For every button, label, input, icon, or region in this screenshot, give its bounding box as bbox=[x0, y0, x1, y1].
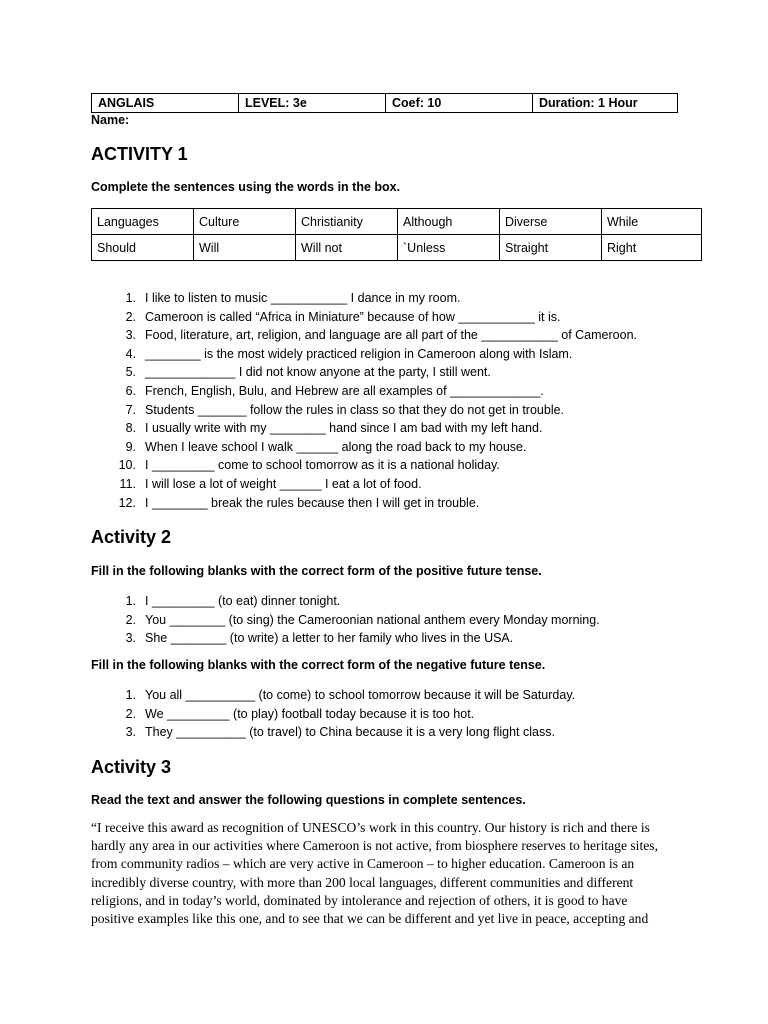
word-box-cell: Will not bbox=[296, 235, 398, 261]
passage-line: positive examples like this one, and to see that we can be different and yet live in peace, accepting and bbox=[91, 911, 649, 927]
list-item: 11. I will lose a lot of weight ______ I eat a lot of food. bbox=[119, 476, 422, 491]
word-box-cell: Should bbox=[92, 235, 194, 261]
list-item: 4. ________ is the most widely practiced religion in Cameroon along with Islam. bbox=[125, 346, 573, 361]
activity1-title: ACTIVITY 1 bbox=[91, 144, 188, 164]
word-box-cell: `Unless bbox=[398, 235, 500, 261]
list-item: 1. I like to listen to music ___________ I dance in my room. bbox=[125, 291, 461, 305]
duration-cell: Duration: 1 Hour bbox=[533, 94, 678, 113]
header-table bbox=[91, 93, 678, 113]
word-box-row bbox=[92, 209, 702, 235]
word-box-cell: Straight bbox=[500, 235, 602, 261]
list-item: 5. _____________ I did not know anyone at the party, I still went. bbox=[125, 365, 491, 380]
passage-line: religions, and in today’s world, dominated by intolerance and rejection of others, it is good to have bbox=[91, 892, 628, 908]
word-box-cell: Culture bbox=[194, 209, 296, 235]
list-item: 3. Food, literature, art, religion, and language are all part of the ___________ of Cameroon. bbox=[125, 328, 637, 343]
coef-cell: Coef: 10 bbox=[386, 94, 533, 113]
passage-line: from community radios – which are very active in Cameroon – to higher education. Cameroon is an bbox=[91, 856, 635, 872]
list-item: 2. We _________ (to play) football today because it is too hot. bbox=[125, 706, 475, 721]
activity2-instruction-negative: Fill in the following blanks with the correct form of the negative future tense. bbox=[91, 658, 546, 672]
activity2-instruction-positive: Fill in the following blanks with the correct form of the positive future tense. bbox=[91, 564, 542, 578]
list-item: 7. Students _______ follow the rules in class so that they do not get in trouble. bbox=[125, 402, 565, 417]
word-box-cell: Will bbox=[194, 235, 296, 261]
list-item: 1. I _________ (to eat) dinner tonight. bbox=[125, 594, 341, 608]
activity1-instruction: Complete the sentences using the words in the box. bbox=[91, 180, 401, 194]
passage-line: incredibly diverse country, with more than 200 local languages, different communities and different bbox=[91, 874, 634, 890]
list-item: 3. They __________ (to travel) to China because it is a very long flight class. bbox=[125, 725, 555, 740]
name-label: Name: bbox=[91, 113, 130, 127]
word-box-cell: Although bbox=[398, 209, 500, 235]
list-item: 9. When I leave school I walk ______ along the road back to my house. bbox=[125, 439, 527, 454]
word-box-cell: Languages bbox=[92, 209, 194, 235]
word-box-cell: While bbox=[602, 209, 702, 235]
activity1-list bbox=[91, 289, 637, 512]
level-cell: LEVEL: 3e bbox=[239, 94, 386, 113]
activity3-title: Activity 3 bbox=[91, 757, 172, 777]
reading-passage bbox=[91, 819, 669, 928]
passage-line: hardly any area in our activities where Cameroon is not active, from biosphere reserves to heritage sites, bbox=[91, 838, 658, 854]
activity2-negative-list bbox=[91, 686, 575, 742]
subject-cell: ANGLAIS bbox=[92, 94, 239, 113]
word-box-cell: Christianity bbox=[296, 209, 398, 235]
list-item: 10. I _________ come to school tomorrow as it is a national holiday. bbox=[118, 458, 500, 473]
word-box-cell: Diverse bbox=[500, 209, 602, 235]
list-item: 12. I ________ break the rules because then I will get in trouble. bbox=[118, 495, 480, 510]
word-box-cell: Right bbox=[602, 235, 702, 261]
word-box-row bbox=[92, 235, 702, 261]
list-item: 8. I usually write with my ________ hand since I am bad with my left hand. bbox=[125, 421, 543, 436]
activity2-title: Activity 2 bbox=[91, 527, 172, 547]
activity3-instruction: Read the text and answer the following questions in complete sentences. bbox=[91, 793, 526, 807]
passage-line: “I receive this award as recognition of UNESCO’s work in this country. Our history is rich and there is bbox=[91, 820, 650, 835]
list-item: 2. You ________ (to sing) the Cameroonian national anthem every Monday morning. bbox=[125, 612, 600, 627]
list-item: 6. French, English, Bulu, and Hebrew are all examples of _____________. bbox=[125, 383, 544, 398]
word-box-table bbox=[91, 208, 702, 261]
list-item: 1. You all __________ (to come) to school tomorrow because it will be Saturday. bbox=[125, 688, 576, 702]
list-item: 3. She ________ (to write) a letter to her family who lives in the USA. bbox=[125, 631, 514, 646]
list-item: 2. Cameroon is called “Africa in Miniature” because of how ___________ it is. bbox=[125, 309, 561, 324]
activity2-positive-list bbox=[91, 592, 600, 648]
